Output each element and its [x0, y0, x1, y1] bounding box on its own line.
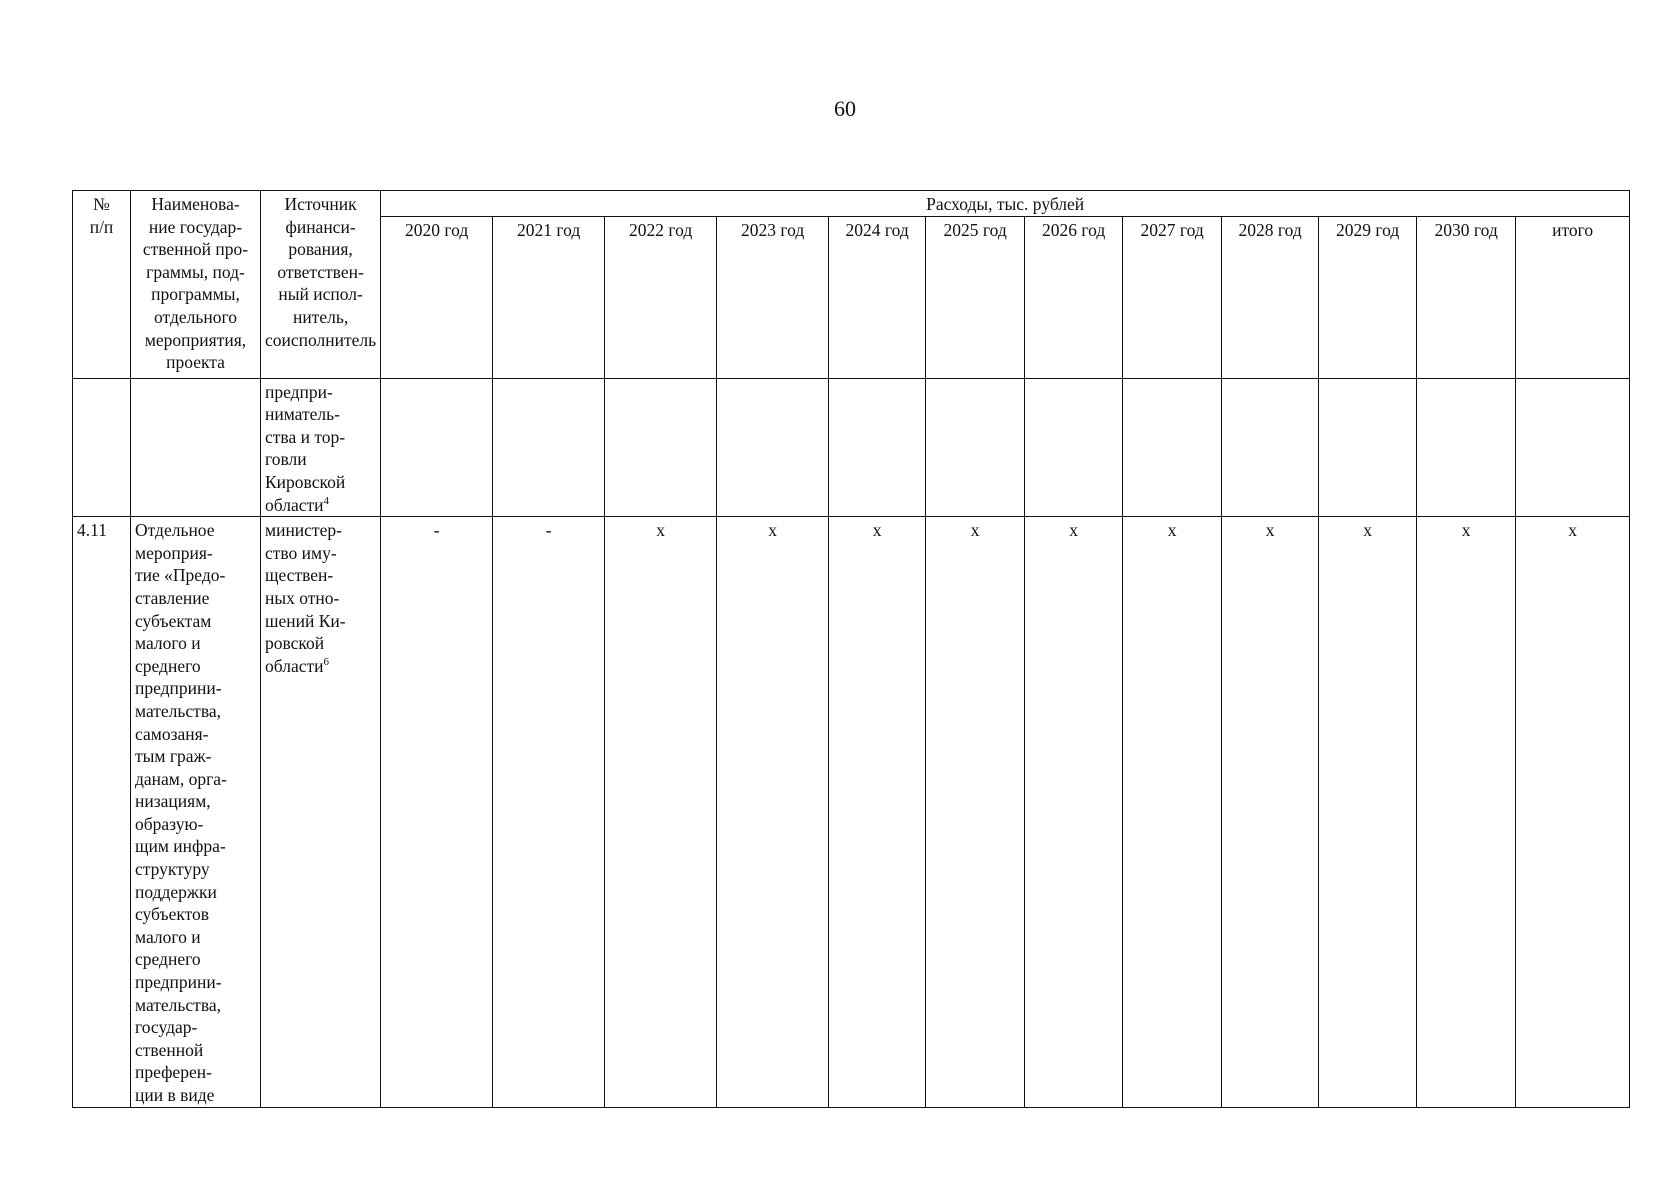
header-row-top [73, 191, 1630, 217]
value-2023 [717, 378, 829, 517]
expenses-table [72, 190, 1630, 1108]
footnote-mark: 6 [323, 655, 329, 668]
value-2029 [1319, 378, 1417, 517]
header-expenses-title: Расходы, тыс. рублей [381, 191, 1630, 217]
row-source-text: министер- ство иму- ществен- ных отно- шений Ки- ровской области [265, 520, 346, 676]
row-name: Отдельное мероприя- тие «Предо- ставление субъектам малого и среднего предприни- мательства, самозаня- тым граж- данам, орга- низациям, образую- щим инфра- структуру поддержки субъектов малого и среднего предприни- мательства, государ- ственной преферен- ции в виде [131, 517, 261, 1107]
header-num-col: № п/п [73, 191, 131, 379]
value-2028 [1222, 378, 1319, 517]
row-num [73, 378, 131, 517]
value-total [1516, 378, 1630, 517]
value-2025 [926, 378, 1025, 517]
header-name-col: Наименова- ние государ- ственной про- граммы, под- программы, отдельного мероприятия, проекта [131, 191, 261, 379]
value-2028: х [1222, 517, 1319, 1107]
header-source-col: Источник финанси- рования, ответствен- ный испол- нитель, соисполнитель [261, 191, 381, 379]
value-2022: х [605, 517, 717, 1107]
row-name [131, 378, 261, 517]
value-2027 [1123, 378, 1222, 517]
value-2024 [829, 378, 926, 517]
row-num: 4.11 [73, 517, 131, 1107]
value-2029: х [1319, 517, 1417, 1107]
header-year-2027: 2027 год [1123, 216, 1222, 378]
value-2024: х [829, 517, 926, 1107]
value-total: х [1516, 517, 1630, 1107]
table-row [73, 378, 1630, 517]
header-year-2023: 2023 год [717, 216, 829, 378]
value-2026 [1025, 378, 1123, 517]
row-source-text: предпри- ниматель- ства и тор- говли Кировской области [265, 381, 346, 515]
header-year-2029: 2029 год [1319, 216, 1417, 378]
header-year-2022: 2022 год [605, 216, 717, 378]
value-2021 [493, 378, 605, 517]
value-2027: х [1123, 517, 1222, 1107]
value-2030: х [1417, 517, 1516, 1107]
header-year-2020: 2020 год [381, 216, 493, 378]
header-year-2024: 2024 год [829, 216, 926, 378]
header-total: итого [1516, 216, 1630, 378]
header-year-2026: 2026 год [1025, 216, 1123, 378]
header-year-2021: 2021 год [493, 216, 605, 378]
value-2025: х [926, 517, 1025, 1107]
page-number: 60 [834, 96, 856, 121]
table-row [73, 517, 1630, 1107]
value-2020: - [381, 517, 493, 1107]
row-source [261, 517, 381, 1107]
header-year-2030: 2030 год [1417, 216, 1516, 378]
footnote-mark: 4 [323, 494, 329, 507]
header-year-2025: 2025 год [926, 216, 1025, 378]
header-year-2028: 2028 год [1222, 216, 1319, 378]
value-2023: х [717, 517, 829, 1107]
value-2030 [1417, 378, 1516, 517]
value-2026: х [1025, 517, 1123, 1107]
value-2020 [381, 378, 493, 517]
value-2022 [605, 378, 717, 517]
value-2021: - [493, 517, 605, 1107]
row-source [261, 378, 381, 517]
